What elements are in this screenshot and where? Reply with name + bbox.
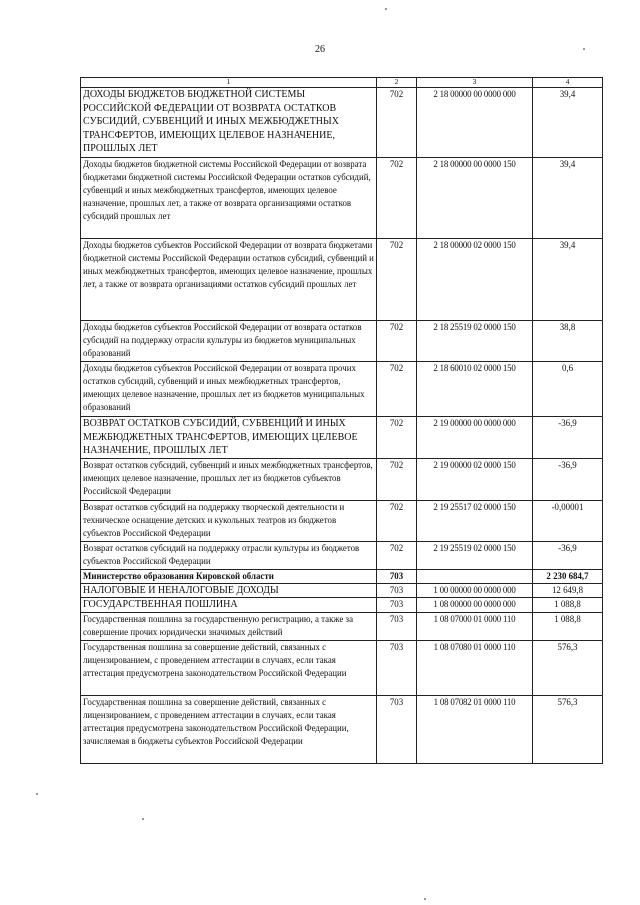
table-row bbox=[81, 695, 603, 763]
header-col-1: 1 bbox=[81, 78, 377, 88]
row-admin-code: 703 bbox=[377, 569, 417, 583]
row-amount: 12 649,8 bbox=[533, 583, 603, 598]
row-budget-code: 2 19 25519 02 0000 150 bbox=[417, 541, 533, 569]
row-admin-code: 702 bbox=[377, 541, 417, 569]
table-row bbox=[81, 598, 603, 613]
header-col-2: 2 bbox=[377, 78, 417, 88]
table-row bbox=[81, 569, 603, 583]
row-amount: 1 088,8 bbox=[533, 612, 603, 640]
row-budget-code: 1 08 07000 01 0000 110 bbox=[417, 612, 533, 640]
scan-speck bbox=[583, 48, 585, 50]
row-budget-code: 2 18 00000 00 0000 150 bbox=[417, 158, 533, 239]
table-row bbox=[81, 500, 603, 541]
row-budget-code: 1 00 00000 00 0000 000 bbox=[417, 583, 533, 598]
row-amount: -0,00001 bbox=[533, 500, 603, 541]
row-amount: 38,8 bbox=[533, 321, 603, 362]
page-number: 26 bbox=[315, 44, 325, 55]
row-amount: -36,9 bbox=[533, 541, 603, 569]
table-row bbox=[81, 640, 603, 695]
row-budget-code: 2 19 25517 02 0000 150 bbox=[417, 500, 533, 541]
row-name: Возврат остатков субсидий на поддержку творческой деятельности и техническое оснащение детских и кукольных театров из бюджетов субъектов Российской Федерации bbox=[81, 500, 377, 541]
table-row bbox=[81, 88, 603, 158]
row-admin-code: 703 bbox=[377, 598, 417, 613]
row-admin-code: 702 bbox=[377, 321, 417, 362]
table-row bbox=[81, 158, 603, 239]
row-name: Государственная пошлина за государственную регистрацию, а также за совершение прочих юридически значимых действий bbox=[81, 612, 377, 640]
row-amount: 39,4 bbox=[533, 158, 603, 239]
row-budget-code: 1 08 07082 01 0000 110 bbox=[417, 695, 533, 763]
row-budget-code: 2 18 00000 00 0000 000 bbox=[417, 88, 533, 158]
row-amount: 39,4 bbox=[533, 88, 603, 158]
row-amount: 576,3 bbox=[533, 695, 603, 763]
row-admin-code: 703 bbox=[377, 583, 417, 598]
row-admin-code: 702 bbox=[377, 88, 417, 158]
table-row bbox=[81, 417, 603, 459]
row-name: ГОСУДАРСТВЕННАЯ ПОШЛИНА bbox=[81, 598, 377, 613]
row-budget-code: 2 19 00000 02 0000 150 bbox=[417, 458, 533, 500]
row-amount: 576,3 bbox=[533, 640, 603, 695]
row-amount: -36,9 bbox=[533, 417, 603, 459]
row-admin-code: 703 bbox=[377, 695, 417, 763]
row-amount: 2 230 684,7 bbox=[533, 569, 603, 583]
row-name: Доходы бюджетов субъектов Российской Федерации от возврата бюджетами бюджетной системы Российской Федерации остатков субсидий, субвенций и иных межбюджетных трансфертов, имеющих целевое назначение, прошлых лет, а также от возврата организациями остатков субсидий прошлых лет bbox=[81, 239, 377, 321]
scan-speck bbox=[36, 793, 38, 795]
row-amount: 39,4 bbox=[533, 239, 603, 321]
scan-speck bbox=[385, 8, 387, 10]
row-admin-code: 702 bbox=[377, 362, 417, 417]
row-admin-code: 702 bbox=[377, 500, 417, 541]
row-name: ВОЗВРАТ ОСТАТКОВ СУБСИДИЙ, СУБВЕНЦИЙ И ИНЫХ МЕЖБЮДЖЕТНЫХ ТРАНСФЕРТОВ, ИМЕЮЩИХ ЦЕЛЕВОЕ НАЗНАЧЕНИЕ, ПРОШЛЫХ ЛЕТ bbox=[81, 417, 377, 459]
table-header-row bbox=[81, 78, 603, 88]
row-name: ДОХОДЫ БЮДЖЕТОВ БЮДЖЕТНОЙ СИСТЕМЫ РОССИЙСКОЙ ФЕДЕРАЦИИ ОТ ВОЗВРАТА ОСТАТКОВ СУБСИДИЙ, СУБВЕНЦИЙ И ИНЫХ МЕЖБЮДЖЕТНЫХ ТРАНСФЕРТОВ, ИМЕЮЩИХ ЦЕЛЕВОЕ НАЗНАЧЕНИЕ, ПРОШЛЫХ ЛЕТ bbox=[81, 88, 377, 158]
row-amount: -36,9 bbox=[533, 458, 603, 500]
row-budget-code: 2 18 60010 02 0000 150 bbox=[417, 362, 533, 417]
scan-speck bbox=[424, 898, 426, 900]
row-admin-code: 702 bbox=[377, 417, 417, 459]
table-row bbox=[81, 583, 603, 598]
row-budget-code bbox=[417, 569, 533, 583]
row-admin-code: 702 bbox=[377, 239, 417, 321]
header-col-3: 3 bbox=[417, 78, 533, 88]
row-amount: 0,6 bbox=[533, 362, 603, 417]
row-name: Возврат остатков субсидий, субвенций и иных межбюджетных трансфертов, имеющих целевое назначение, прошлых лет из бюджетов субъектов Российской Федерации bbox=[81, 458, 377, 500]
row-admin-code: 703 bbox=[377, 640, 417, 695]
row-budget-code: 2 18 00000 02 0000 150 bbox=[417, 239, 533, 321]
row-name: Министерство образования Кировской области bbox=[81, 569, 377, 583]
scan-speck bbox=[142, 818, 144, 820]
table-row bbox=[81, 612, 603, 640]
row-name: Государственная пошлина за совершение действий, связанных с лицензированием, с проведением аттестации в случаях, если такая аттестация предусмотрена законодательством Российской Федерации, зачисляемая в бюджеты субъектов Российской Федерации bbox=[81, 695, 377, 763]
row-name: Доходы бюджетов субъектов Российской Федерации от возврата остатков субсидий на поддержку отрасли культуры из бюджетов муниципальных образований bbox=[81, 321, 377, 362]
row-admin-code: 702 bbox=[377, 158, 417, 239]
table-row bbox=[81, 321, 603, 362]
row-budget-code: 1 08 00000 00 0000 000 bbox=[417, 598, 533, 613]
row-budget-code: 1 08 07080 01 0000 110 bbox=[417, 640, 533, 695]
row-name: Доходы бюджетов бюджетной системы Российской Федерации от возврата бюджетами бюджетной системы Российской Федерации остатков субсидий, субвенций и иных межбюджетных трансфертов, имеющих целевое назначение, прошлых лет, а также от возврата организациями остатков субсидий прошлых лет bbox=[81, 158, 377, 239]
row-name: Возврат остатков субсидий на поддержку отрасли культуры из бюджетов субъектов Российской Федерации bbox=[81, 541, 377, 569]
row-budget-code: 2 18 25519 02 0000 150 bbox=[417, 321, 533, 362]
row-admin-code: 702 bbox=[377, 458, 417, 500]
row-name: НАЛОГОВЫЕ И НЕНАЛОГОВЫЕ ДОХОДЫ bbox=[81, 583, 377, 598]
table-row bbox=[81, 362, 603, 417]
table-row bbox=[81, 541, 603, 569]
table-row bbox=[81, 239, 603, 321]
header-col-4: 4 bbox=[533, 78, 603, 88]
row-amount: 1 088,8 bbox=[533, 598, 603, 613]
revenue-table bbox=[80, 77, 603, 764]
row-admin-code: 703 bbox=[377, 612, 417, 640]
row-name: Государственная пошлина за совершение действий, связанных с лицензированием, с проведением аттестации в случаях, если такая аттестация предусмотрена законодательством Российской Федерации bbox=[81, 640, 377, 695]
table-row bbox=[81, 458, 603, 500]
row-name: Доходы бюджетов субъектов Российской Федерации от возврата прочих остатков субсидий, субвенций и иных межбюджетных трансфертов, имеющих целевое назначение, прошлых лет из бюджетов муниципальных образований bbox=[81, 362, 377, 417]
row-budget-code: 2 19 00000 00 0000 000 bbox=[417, 417, 533, 459]
